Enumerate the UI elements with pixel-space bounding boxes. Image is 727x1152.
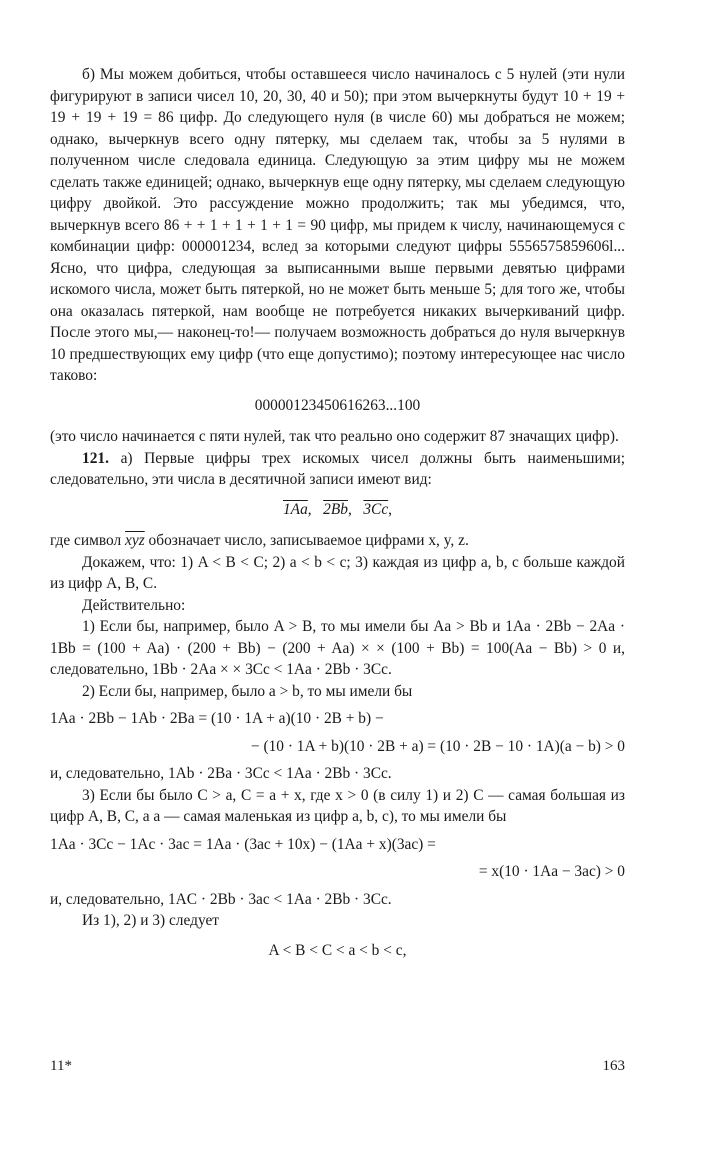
from-line: Из 1), 2) и 3) следует	[82, 912, 219, 929]
case-3: 3) Если бы было C > a, C = a + x, где x > 0 (в силу 1) и 2) C — самая большая из цифр A, B, C, а a — самая маленькая из цифр a, b, c), то мы имели бы	[50, 786, 625, 825]
paragraph-after-number: (это число начинается с пяти нулей, так что реально оно содержит 87 значащих цифр).	[50, 428, 619, 445]
equation-3b: = x(10 · 1Aa − 3ac) > 0	[478, 863, 625, 880]
where-line	[50, 530, 625, 552]
page-footer	[50, 1056, 625, 1080]
equation-2b: − (10 · 1A + b)(10 · 2B + a) = (10 · 2B − 10 · 1A)(a − b) > 0	[250, 737, 625, 755]
problem-121	[50, 448, 625, 491]
page-body	[50, 64, 625, 971]
form-2: 2Bb	[323, 500, 348, 518]
form-1: 1Aa	[282, 500, 308, 518]
indeed-line: Действительно:	[82, 596, 186, 614]
number-forms: 1Aa, 2Bb, 3Cc,	[282, 500, 393, 518]
problem-121-text: а) Первые цифры трех искомых чисел должны быть наименьшими; следовательно, эти числа в десятичной записи имеют вид:	[50, 449, 625, 488]
case-2-conclusion: и, следовательно, 1Ab · 2Ba · 3Cc < 1Aa · 2Bb · 3Cc.	[50, 765, 392, 782]
form-3: 3Cc	[363, 500, 389, 518]
result-number: 00000123450616263...100	[254, 396, 421, 414]
paragraph-b: б) Мы можем добиться, чтобы оставшееся число начиналось с 5 нулей (эти нули фигурируют в записи чисел 10, 20, 30, 40 и 50); при этом вычеркнуты будут 10 + 19 + 19 + 19 + 19 = 86 цифр. До следующего нуля (в числе 60) мы добраться не можем; однако, вычеркнув всего одну пятерку, мы сделаем так, чтобы за 5 нулями в полученном числе следовала единица. Следующую за этим цифру мы не можем сделать также единицей; однако, вычеркнув еще одну пятерку, мы сделаем следующую цифру двойкой. Это рассуждение можно продолжить; так мы убедимся, что, вычеркнув всего 86 + + 1 + 1 + 1 + 1 = 90 цифр, мы придем к числу, начинающемуся с комбинации цифр: 000001234, вслед за которыми следуют цифры 5556575859606l... Ясно, что цифра, следующая за выписанными выше первыми девятью цифрами искомого числа, может быть пятеркой, но не может быть меньше 5; для того же, чтобы она оказалась пятеркой, нам вообще не потребуется никаких вычеркиваний цифр. После этого мы,— наконец-то!— получаем возможность добраться до нуля вычеркнув 10 предшествующих ему цифр (что еще допустимо); поэтому интересующее нас число таково:	[50, 66, 625, 384]
case-3-conclusion: и, следовательно, 1AC · 2Bb · 3ac < 1Aa · 2Bb · 3Cc.	[50, 890, 392, 908]
where-prefix: где символ	[50, 532, 126, 549]
equation-2a: 1Aa · 2Bb − 1Ab · 2Ba = (10 · 1A + a)(10 · 2B + b) −	[50, 710, 384, 727]
final-inequality: A < B < C < a < b < c,	[268, 941, 407, 959]
equation-3a: 1Aa · 3Cc − 1Ac · 3ac = 1Aa · (3ac + 10x) − (1Aa + x)(3ac) =	[50, 835, 436, 853]
where-symbol: $\overline{xyz}$	[125, 532, 145, 549]
prove-line: Докажем, что: 1) A < B < C; 2) a < b < c; 3) каждая из цифр a, b, c больше каждой из цифр A, B, C.	[50, 553, 625, 592]
case-1: 1) Если бы, например, было A > B, то мы имели бы Aa > Bb и 1Aa · 2Bb − 2Aa · 1Bb = (100 + Aa) · (200 + Bb) − (200 + Aa) × × (100 + Bb) = 100(Aa − Bb) > 0 и, следовательно, 1Bb · 2Aa × × 3Cc < 1Aa · 2Bb · 3Cc.	[50, 618, 625, 678]
case-2: 2) Если бы, например, было a > b, то мы имели бы	[82, 682, 413, 700]
signature-mark: 11*	[50, 1058, 72, 1074]
problem-number: 121.	[82, 449, 109, 467]
where-suffix: обозначает число, записываемое цифрами x, y, z.	[144, 532, 469, 549]
page-number: 163	[602, 1058, 625, 1074]
